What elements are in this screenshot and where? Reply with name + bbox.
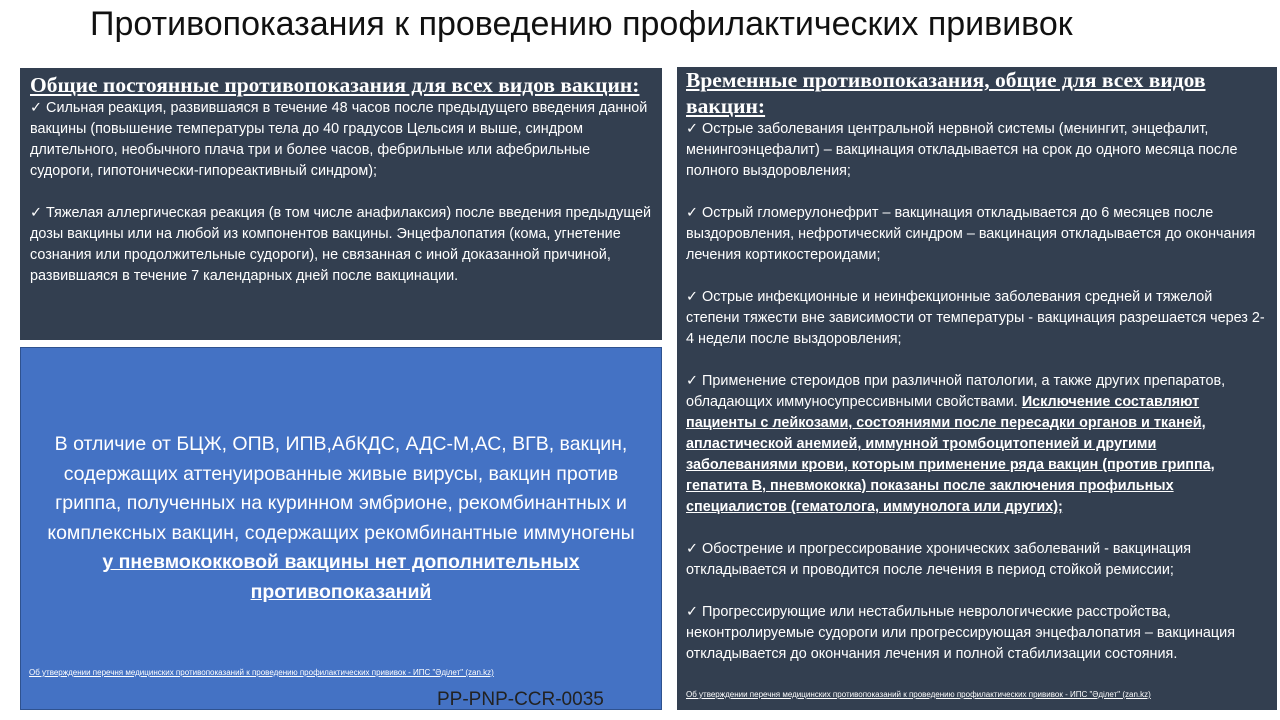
temporary-item-chronic: ✓ Обострение и прогрессирование хронических заболеваний - вакцинация откладывается и проводится после лечения в период стойкой ремиссии; — [686, 541, 1192, 578]
slide-title: Противопоказания к проведению профилактических прививок — [90, 5, 1073, 43]
temporary-contraindications-panel — [677, 67, 1277, 710]
temporary-item-cns: ✓ Острые заболевания центральной нервной системы (менингит, энцефалит, менингоэнцефалит) – вакцинация откладывается на срок до одного месяца после полного выздоровления; — [686, 121, 1238, 179]
permanent-contraindications-panel — [20, 68, 662, 340]
permanent-item-allergic-reaction: ✓ Тяжелая аллергическая реакция (в том числе анафилаксия) после введения предыдущей дозы вакцины или на любой из компонентов вакцины. Энцефалопатия (кома, угнетение сознания или продолжительные судороги), не связанная с иной доказанной причиной, развившаяся в течение 7 календарных дней после вакцинации. — [30, 205, 652, 284]
pneumococcal-note-panel — [20, 347, 662, 710]
permanent-contraindications-heading: Общие постоянные противопоказания для всех видов вакцин: — [30, 73, 640, 97]
temporary-item-acute-infections: ✓ Острые инфекционные и неинфекционные заболевания средней и тяжелой степени тяжести вне зависимости от температуры - вакцинация разрешается через 2-4 недели после выздоровления; — [686, 289, 1265, 347]
steroids-text: ✓ Применение стероидов при различной патологии, а также других препаратов, обладающих иммуносупрессивными свойствами. — [686, 373, 1226, 410]
temporary-item-steroids — [686, 371, 1267, 518]
permanent-item-severe-reaction: ✓ Сильная реакция, развившаяся в течение 48 часов после предыдущего введения данной вакцины (повышение температуры тела до 40 градусов Цельсия и выше, синдром длительного, необычного плача три и более часов, фебрильные или афебрильные судороги, гипотонически-гипореактивный синдром); — [30, 100, 648, 179]
temporary-item-glomerulonephritis: ✓ Острый гломерулонефрит – вакцинация откладывается до 6 месяцев после выздоровления, нефротический синдром – вакцинация откладывается до окончания лечения кортикостероидами; — [686, 205, 1256, 263]
pneumococcal-note — [21, 430, 661, 607]
pneumococcal-note-emphasis: у пневмококковой вакцины нет дополнительных противопоказаний — [102, 551, 580, 603]
temporary-contraindications-heading: Временные противопоказания, общие для всех видов вакцин: — [686, 68, 1206, 118]
temporary-item-neurological: ✓ Прогрессирующие или нестабильные неврологические расстройства, неконтролируемые судороги или прогрессирующая энцефалопатия – вакцинация откладывается до окончания лечения и полной стабилизации состояния. — [686, 604, 1235, 662]
source-link-left[interactable]: Об утверждении перечня медицинских противопоказаний к проведению профилактических прививок - ИПС "Әділет" (zan.kz) — [29, 668, 494, 677]
document-code: PP-PNP-CCR-0035 — [437, 689, 604, 710]
pneumococcal-note-text: В отличие от БЦЖ, ОПВ, ИПВ,АбКДС, АДС-М,АС, ВГВ, вакцин, содержащих аттенуированные живые вирусы, вакцин против гриппа, полученных на куринном эмбрионе, рекомбинантных и комплексных вакцин, содержащих рекомбинантные иммуногены — [47, 433, 635, 544]
steroids-exception: Исключение составляют пациенты с лейкозами, состояниями после пересадки органов и тканей, апластической анемией, иммунной тромбоцитопенией и другими заболеваниями крови, которым применение ряда вакцин (против гриппа, гепатита В, пневмококка) показаны после заключения профильных специалистов (гематолога, иммунолога или других); — [686, 394, 1215, 515]
source-link-right[interactable]: Об утверждении перечня медицинских противопоказаний к проведению профилактических прививок - ИПС "Әділет" (zan.kz) — [686, 690, 1151, 699]
